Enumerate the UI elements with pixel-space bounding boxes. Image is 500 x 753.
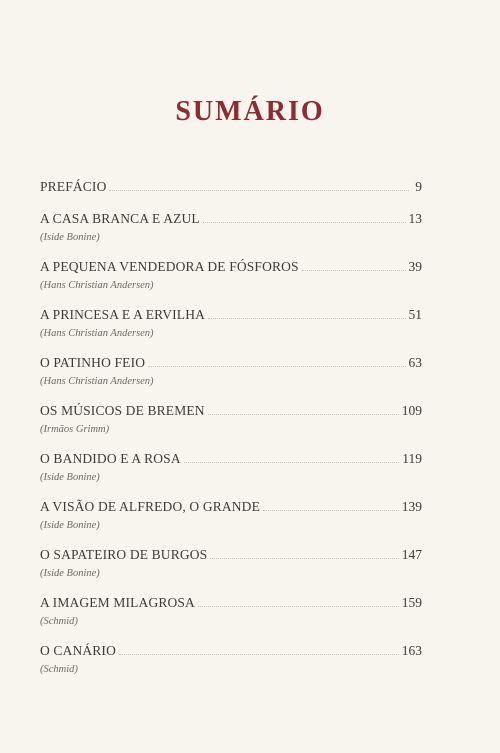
entry-title: OS MÚSICOS DE BREMEN [40,403,205,418]
dot-leader [208,318,406,319]
page-number: 109 [401,403,422,418]
dot-leader [263,510,399,511]
toc-entry-line [40,258,422,276]
entry-author: (Iside Bonine) [40,568,100,579]
dot-leader [184,462,400,463]
page-number: 13 [408,211,422,226]
toc-entry-line [40,178,422,196]
dot-leader [203,222,406,223]
toc-entry [40,354,422,388]
toc-entry [40,210,422,244]
toc-entry-line [40,642,422,660]
page-number: 63 [408,355,422,370]
dot-leader [119,654,399,655]
toc-entry [40,594,422,628]
toc-entry [40,402,422,436]
entry-author: (Hans Christian Andersen) [40,280,154,291]
entry-author: (Iside Bonine) [40,472,100,483]
toc-entry-line [40,354,422,372]
dot-leader [210,558,398,559]
page-number: 163 [401,643,422,658]
page-number: 159 [401,595,422,610]
dot-leader [109,190,409,191]
toc-entry [40,258,422,292]
entry-author: (Irmãos Grimm) [40,424,110,435]
page-title: SUMÁRIO [175,96,325,127]
toc-entry [40,546,422,580]
entry-author: (Schmid) [40,664,78,675]
entry-author: (Hans Christian Andersen) [40,376,154,387]
entry-title: A PRINCESA E A ERVILHA [40,307,205,322]
toc-entry-line [40,210,422,228]
entry-title: A PEQUENA VENDEDORA DE FÓSFOROS [40,259,299,274]
toc-entry [40,450,422,484]
toc-entry [40,178,422,196]
entry-title: PREFÁCIO [40,179,107,194]
dot-leader [198,606,399,607]
entry-title: O SAPATEIRO DE BURGOS [40,547,208,562]
entry-title: O CANÁRIO [40,643,116,658]
toc-entry [40,306,422,340]
page-number: 9 [415,179,422,194]
toc-entry-line [40,402,422,420]
entry-title: A IMAGEM MILAGROSA [40,595,195,610]
page-number: 147 [401,547,422,562]
toc-entry-line [40,450,422,468]
entry-title: O BANDIDO E A ROSA [40,451,181,466]
toc-entry-line [40,594,422,612]
toc-entry [40,642,422,676]
dot-leader [208,414,399,415]
dot-leader [148,366,405,367]
page-number: 139 [401,499,422,514]
entry-author: (Schmid) [40,616,78,627]
page-number: 39 [408,259,422,274]
dot-leader [302,270,406,271]
entry-author: (Iside Bonine) [40,232,100,243]
entry-title: A CASA BRANCA E AZUL [40,211,200,226]
entry-author: (Hans Christian Andersen) [40,328,154,339]
page-number: 51 [408,307,422,322]
toc-entry-line [40,306,422,324]
entry-title: O PATINHO FEIO [40,355,146,370]
toc-entry-line [40,498,422,516]
entry-title: A VISÃO DE ALFREDO, O GRANDE [40,499,260,514]
toc-entry [40,498,422,532]
entry-author: (Iside Bonine) [40,520,100,531]
toc-entry-line [40,546,422,564]
page-number: 119 [402,451,422,466]
